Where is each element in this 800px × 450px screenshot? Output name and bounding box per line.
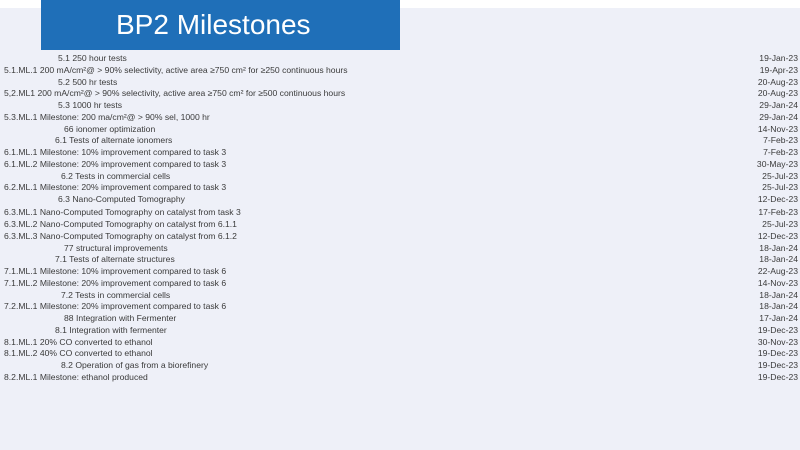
- task-name: 6.3.ML.1 Nano-Computed Tomography on catalyst from task 3: [4, 207, 241, 218]
- table-row: [0, 278, 800, 290]
- task-date: 18-Jan-24: [759, 289, 798, 300]
- task-date: 7-Feb-23: [763, 147, 798, 157]
- task-name: 8.1.ML.1 20% CO converted to ethanol: [4, 336, 153, 347]
- task-name: 7.1.ML.2 Milestone: 20% improvement compared to task 6: [4, 277, 227, 288]
- table-row: [0, 100, 800, 112]
- task-date: 30-Nov-23: [757, 336, 798, 347]
- task-date: 18-Jan-24: [759, 254, 798, 265]
- table-row: [0, 147, 800, 159]
- table-row: [0, 372, 800, 384]
- task-name: 8.1.ML.2 40% CO converted to ethanol: [4, 348, 153, 359]
- task-date: 19-Dec-23: [757, 324, 798, 335]
- table-row: [0, 207, 800, 219]
- table-row: [0, 219, 800, 231]
- task-date: 19-Dec-23: [757, 360, 798, 370]
- task-date: 25-Jul-23: [762, 219, 798, 229]
- task-name: 5.3 1000 hr tests: [58, 100, 123, 110]
- table-row: [0, 348, 800, 360]
- table-row: [0, 112, 800, 124]
- table-row: [0, 325, 800, 337]
- task-name: 88 Integration with Fermenter: [64, 313, 177, 323]
- task-name: 6.2.ML.1 Milestone: 20% improvement compared to task 3: [4, 182, 227, 193]
- table-row: [0, 77, 800, 89]
- task-name: 8.2.ML.1 Milestone: ethanol produced: [4, 371, 148, 382]
- task-date: 20-Aug-23: [757, 88, 798, 99]
- task-name: 7.1 Tests of alternate structures: [55, 254, 175, 265]
- task-name: 77 structural improvements: [64, 242, 168, 253]
- table-row: [0, 65, 800, 77]
- task-name: 6.3.ML.2 Nano-Computed Tomography on catalyst from 6.1.1: [4, 219, 237, 229]
- task-name: 5.2 500 hr tests: [58, 76, 118, 87]
- table-row: [0, 301, 800, 313]
- task-name: 6.1 Tests of alternate ionomers: [55, 135, 173, 146]
- task-date: 19-Jan-23: [759, 53, 798, 63]
- task-date: 19-Dec-23: [757, 348, 798, 359]
- table-row: [0, 159, 800, 171]
- task-name: 6.3.ML.3 Nano-Computed Tomography on catalyst from 6.1.2: [4, 230, 237, 241]
- table-row: [0, 194, 800, 206]
- task-name: 6.3 Nano-Computed Tomography: [58, 194, 185, 204]
- table-row: [0, 254, 800, 266]
- task-date: 14-Nov-23: [757, 277, 798, 288]
- table-row: [0, 53, 800, 65]
- task-date: 14-Nov-23: [757, 123, 798, 134]
- task-date: 18-Jan-24: [759, 301, 798, 312]
- task-name: 8.2 Operation of gas from a biorefinery: [61, 360, 209, 370]
- task-date: 18-Jan-24: [759, 242, 798, 253]
- task-name: 66 ionomer optimization: [64, 123, 156, 134]
- task-name: 5.3.ML.1 Milestone: 200 ma/cm²@ > 90% sel, 1000 hr: [4, 111, 210, 122]
- task-date: 7-Feb-23: [763, 135, 798, 146]
- task-name: 6.1.ML.1 Milestone: 10% improvement compared to task 3: [4, 147, 227, 157]
- table-row: [0, 182, 800, 194]
- table-row: [0, 88, 800, 100]
- task-date: 19-Dec-23: [757, 371, 798, 382]
- task-name: 7.1.ML.1 Milestone: 10% improvement compared to task 6: [4, 266, 227, 276]
- task-date: 17-Jan-24: [759, 313, 798, 323]
- table-row: [0, 135, 800, 147]
- table-row: [0, 124, 800, 136]
- table-row: [0, 360, 800, 372]
- table-row: [0, 313, 800, 325]
- task-date: 29-Jan-24: [759, 111, 798, 122]
- task-name: 5.1 250 hour tests: [58, 53, 127, 63]
- task-date: 19-Apr-23: [759, 64, 798, 75]
- task-name: 7.2.ML.1 Milestone: 20% improvement compared to task 6: [4, 301, 227, 312]
- task-date: 17-Feb-23: [758, 207, 798, 218]
- task-name: 7.2 Tests in commercial cells: [61, 289, 171, 300]
- table-row: [0, 337, 800, 349]
- table-row: [0, 231, 800, 243]
- task-date: 12-Dec-23: [757, 194, 798, 204]
- table-row: [0, 243, 800, 255]
- task-date: 20-Aug-23: [757, 76, 798, 87]
- task-date: 25-Jul-23: [762, 170, 798, 181]
- task-name: 6.1.ML.2 Milestone: 20% improvement compared to task 3: [4, 158, 227, 169]
- task-date: 29-Jan-24: [759, 100, 798, 110]
- task-name: 6.2 Tests in commercial cells: [61, 170, 171, 181]
- slide-title: BP2 Milestones: [116, 9, 311, 40]
- task-date: 25-Jul-23: [762, 182, 798, 193]
- task-date: 22-Aug-23: [757, 266, 798, 276]
- task-name: 8.1 Integration with fermenter: [55, 324, 167, 335]
- task-name: 5,2.ML1 200 mA/cm²@ > 90% selectivity, active area ≥750 cm² for ≥500 continuous hours: [4, 88, 346, 99]
- task-date: 30-May-23: [756, 158, 798, 169]
- table-row: [0, 290, 800, 302]
- task-date: 12-Dec-23: [757, 230, 798, 241]
- task-name: 5.1.ML.1 200 mA/cm²@ > 90% selectivity, active area ≥750 cm² for ≥250 continuous hours: [4, 64, 348, 75]
- slide-title-banner: [41, 0, 400, 50]
- milestone-table: [0, 53, 800, 384]
- table-row: [0, 266, 800, 278]
- table-row: [0, 171, 800, 183]
